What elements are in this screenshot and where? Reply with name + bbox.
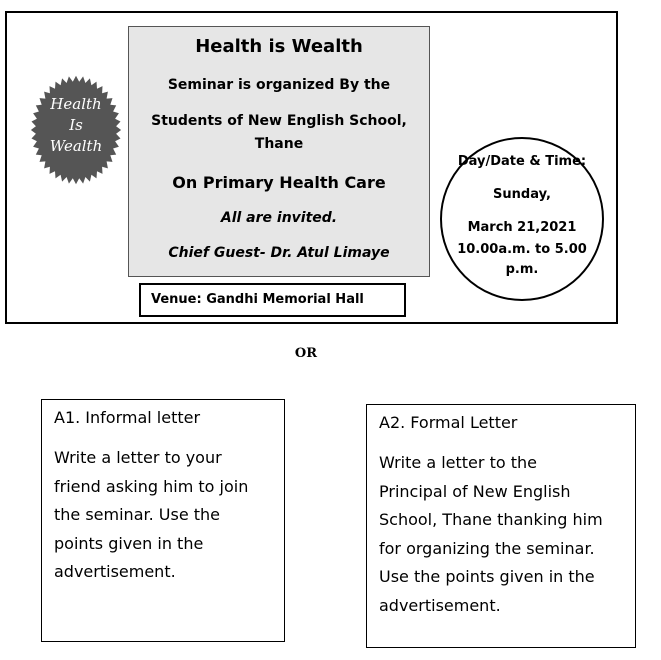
task-line: Use the points given in the [379, 567, 595, 586]
task-heading: A1. Informal letter [54, 408, 201, 427]
task-body [379, 449, 603, 620]
organizer-line: Thane [254, 136, 304, 152]
task-informal-letter [41, 399, 285, 642]
time-text: 10.00a.m. to 5.00 [457, 242, 587, 257]
seminar-topic: On Primary Health Care [172, 173, 386, 192]
badge-line: Wealth [49, 137, 103, 155]
task-line: Write a letter to the [379, 453, 537, 472]
task-line: advertisement. [379, 595, 501, 615]
task-line: for organizing the seminar. [379, 538, 595, 558]
organizer-line: Seminar is organized By the [167, 77, 391, 93]
datetime-label: Day/Date & Time: [457, 154, 587, 169]
or-separator: OR [294, 346, 318, 361]
task-heading: A2. Formal Letter [379, 413, 518, 432]
task-line: School, Thane thanking him [379, 510, 603, 529]
invitation-line: All are invited. [220, 210, 338, 226]
task-line: Principal of New English [379, 481, 571, 501]
seminar-panel [128, 26, 430, 277]
day-text: Sunday, [493, 187, 551, 202]
time-text: p.m. [505, 262, 539, 277]
venue-box: Venue: Gandhi Memorial Hall [139, 283, 406, 317]
task-line: the seminar. Use the [54, 505, 221, 524]
badge-text [29, 94, 123, 157]
health-badge [29, 74, 123, 186]
datetime-circle [440, 137, 604, 301]
task-formal-letter [366, 404, 636, 648]
task-line: friend asking him to join [54, 476, 249, 496]
badge-line: Health [50, 95, 102, 113]
task-line: advertisement. [54, 562, 176, 581]
ad-title: Health is Wealth [195, 36, 363, 57]
task-body [54, 444, 248, 587]
badge-line: Is [69, 116, 83, 134]
organizer-line: Students of New English School, [151, 113, 407, 129]
chief-guest-line: Chief Guest- Dr. Atul Limaye [168, 245, 390, 261]
date-text: March 21,2021 [467, 220, 577, 235]
task-line: Write a letter to your [54, 448, 222, 467]
task-line: points given in the [54, 533, 204, 553]
